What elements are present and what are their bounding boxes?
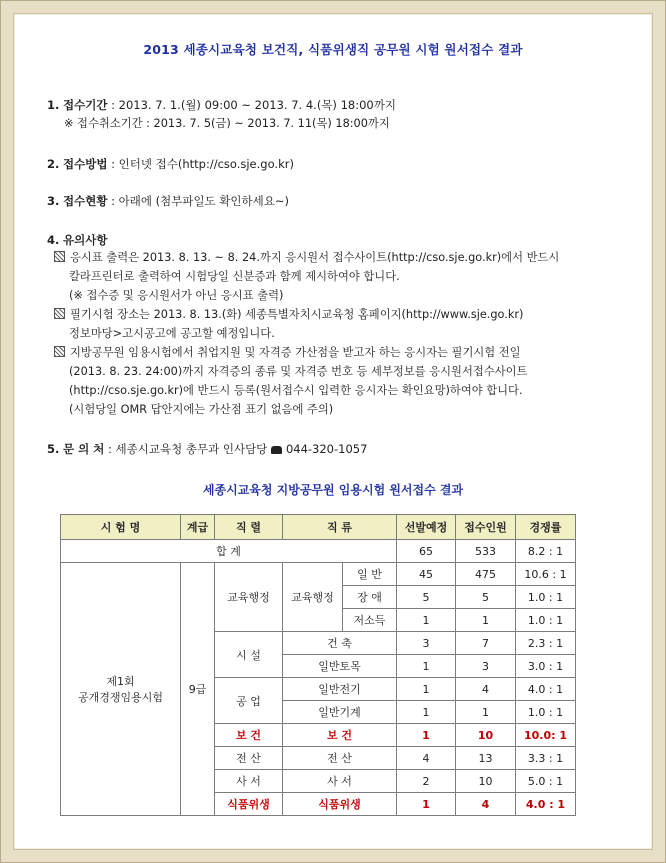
cell-ratio: 3.0 : 1 [516,655,576,678]
cell-planned: 1 [397,793,456,816]
section-text: : 2013. 7. 1.(월) 09:00 ~ 2013. 7. 4.(목) 18:00까지 [107,98,396,112]
section-heading: 접수방법 [63,157,108,171]
note-item [54,249,559,268]
bullet-icon [54,251,65,262]
cell-ratio: 10.0: 1 [516,724,576,747]
cell-ratio: 1.0 : 1 [516,609,576,632]
note-line: 칼라프린터로 출력하여 시험당일 신분증과 함께 제시하여야 합니다. [69,270,400,283]
note-line: 지방공무원 임용시험에서 취업지원 및 자격증 가산점을 받고자 하는 응시자는 필기시험 전일 [70,346,521,359]
section-number: 1. [47,98,60,112]
cell-planned: 5 [397,586,456,609]
section-text: : 세종시교육청 총무과 인사담당 [104,442,271,456]
section-period [47,96,396,114]
page-title: 2013 세종시교육청 보건직, 식품위생직 공무원 시험 원서접수 결과 [143,42,523,57]
note-line: 필기시험 장소는 2013. 8. 13.(화) 세종특별자치시교육청 홈페이지(http://www.sje.go.kr) [70,308,524,321]
cell-ratio: 10.6 : 1 [516,563,576,586]
note-line: (http://cso.sje.go.kr)에 반드시 등록(원서접수시 입력한 응시자는 확인요망)하여야 합니다. [69,384,523,397]
subclass-cell: 일 반 [343,563,397,586]
cell-ratio: 4.0 : 1 [516,678,576,701]
exam-type: 공개경쟁임용시험 [77,691,163,704]
section-text: : 아래에 (첨부파일도 확인하세요~) [107,194,289,208]
cell-planned: 65 [397,540,456,563]
note-line: (2013. 8. 23. 24:00)까지 자격증의 종류 및 자격증 번호 등 세부정보를 응시원서접수사이트 [69,365,528,378]
section-notes [47,231,107,249]
section-number: 5. [47,442,60,456]
note-line: (※ 접수증 및 응시원서가 아닌 응시표 출력) [69,289,284,302]
cell-applied: 4 [456,678,516,701]
section-number: 3. [47,194,60,208]
results-table [60,514,576,816]
cell-ratio: 1.0 : 1 [516,701,576,724]
cell-applied: 3 [456,655,516,678]
header-cell: 시 험 명 [61,515,181,540]
table-row [61,563,576,586]
table-header-row [61,515,576,540]
series-cell: 전 산 [215,747,283,770]
class-cell: 건 축 [283,632,397,655]
section-heading: 접수기간 [63,98,108,112]
total-label: 합 계 [61,540,397,563]
class-cell: 사 서 [283,770,397,793]
cell-applied: 13 [456,747,516,770]
header-cell: 경쟁률 [516,515,576,540]
cell-ratio: 4.0 : 1 [516,793,576,816]
bullet-icon [54,308,65,319]
header-cell: 계급 [181,515,215,540]
section-number: 4. [47,233,60,247]
note-item [54,344,521,363]
phone-icon [271,446,282,454]
section-status [47,192,289,210]
series-cell: 공 업 [215,678,283,724]
note-line: (시험당일 OMR 답안지에는 가산점 표기 없음에 주의) [69,403,334,416]
cell-planned: 3 [397,632,456,655]
cell-applied: 475 [456,563,516,586]
table-title: 세종시교육청 지방공무원 임용시험 원서접수 결과 [202,483,464,497]
class-cell: 일반전기 [283,678,397,701]
header-cell: 접수인원 [456,515,516,540]
header-cell: 선발예정 [397,515,456,540]
cell-planned: 1 [397,655,456,678]
series-cell: 보 건 [215,724,283,747]
note-item [54,306,523,325]
subclass-cell: 저소득 [343,609,397,632]
header-cell: 직 류 [283,515,397,540]
cell-applied: 1 [456,609,516,632]
cell-planned: 4 [397,747,456,770]
cell-planned: 1 [397,678,456,701]
class-cell: 전 산 [283,747,397,770]
section-heading: 접수현황 [63,194,108,208]
cell-applied: 533 [456,540,516,563]
cell-applied: 1 [456,701,516,724]
exam-round: 제1회 [106,675,135,688]
cell-applied: 10 [456,724,516,747]
cell-applied: 4 [456,793,516,816]
cell-planned: 2 [397,770,456,793]
cell-applied: 10 [456,770,516,793]
cell-ratio: 8.2 : 1 [516,540,576,563]
class-cell: 교육행정 [283,563,343,632]
cell-ratio: 2.3 : 1 [516,632,576,655]
cell-ratio: 1.0 : 1 [516,586,576,609]
cell-applied: 5 [456,586,516,609]
header-cell: 직 렬 [215,515,283,540]
note-line: 응시표 출력은 2013. 8. 13. ~ 8. 24.까지 응시원서 접수사이트(http://cso.sje.go.kr)에서 반드시 [70,251,560,264]
series-cell: 시 설 [215,632,283,678]
note-line: 정보마당>고시공고에 공고할 예정입니다. [69,327,275,340]
section-number: 2. [47,157,60,171]
cell-ratio: 5.0 : 1 [516,770,576,793]
section-contact [47,440,367,458]
cancel-period-text: ※ 접수취소기간 : 2013. 7. 5(금) ~ 2013. 7. 11(목) 18:00까지 [64,117,390,130]
section-heading: 문 의 처 [63,442,105,456]
subclass-cell: 장 애 [343,586,397,609]
series-cell: 교육행정 [215,563,283,632]
class-cell: 일반토목 [283,655,397,678]
section-method [47,155,294,173]
section-text: : 인터넷 접수(http://cso.sje.go.kr) [107,157,294,171]
series-cell: 사 서 [215,770,283,793]
section-heading: 유의사항 [63,233,108,247]
phone-number: 044-320-1057 [285,442,368,456]
class-cell: 식품위생 [283,793,397,816]
class-cell: 보 건 [283,724,397,747]
exam-name-cell [61,563,181,816]
cell-applied: 7 [456,632,516,655]
grade-cell: 9급 [181,563,215,816]
cell-planned: 1 [397,609,456,632]
class-cell: 일반기계 [283,701,397,724]
cell-planned: 45 [397,563,456,586]
cell-ratio: 3.3 : 1 [516,747,576,770]
cell-planned: 1 [397,701,456,724]
total-row [61,540,576,563]
cell-planned: 1 [397,724,456,747]
bullet-icon [54,346,65,357]
series-cell: 식품위생 [215,793,283,816]
